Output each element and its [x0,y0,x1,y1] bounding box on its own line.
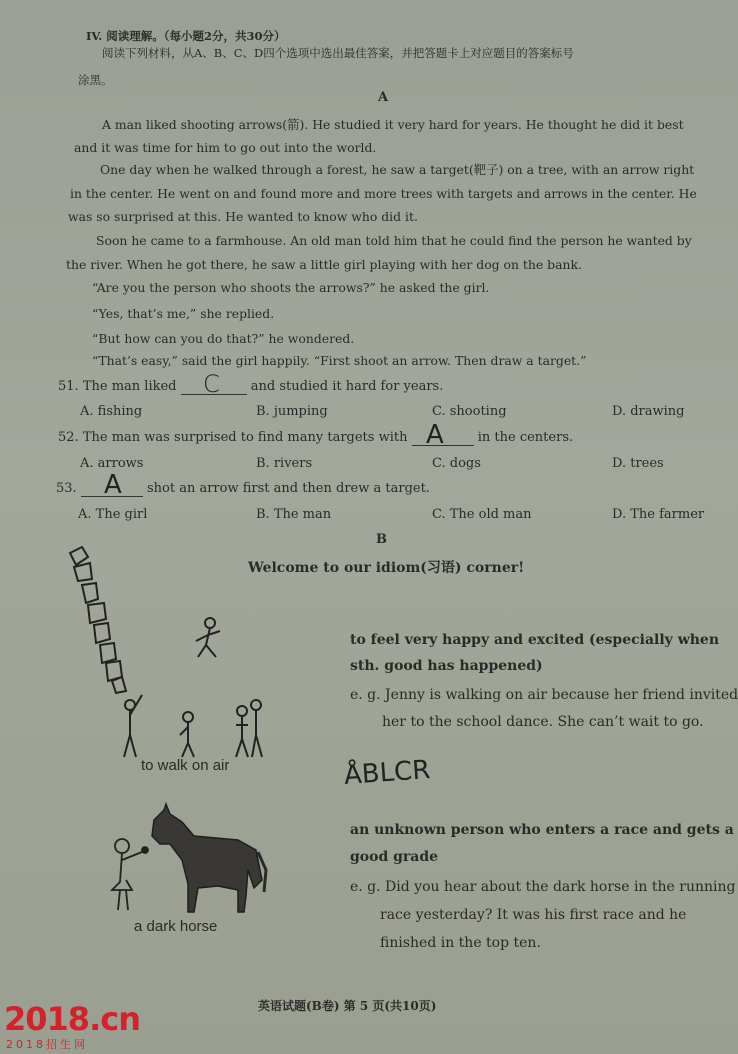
passage-a-line: “Yes, that’s me,” she replied. [92,306,275,321]
option-d: D. trees [612,456,664,471]
option-a: A. fishing [80,404,143,419]
handwritten-answer: A [104,470,122,500]
passage-a-line: A man liked shooting arrows(箭). He studied it very hard for years. He thought he did it best [102,117,684,132]
passage-a-line: the river. When he got there, he saw a little girl playing with her dog on the bank. [66,257,582,272]
idiom-definition: good grade [350,849,439,865]
option-a: A. The girl [78,507,148,522]
option-c: C. The old man [432,507,532,522]
passage-a-line: in the center. He went on and found more and more trees with targets and arrows in the center. He [70,186,697,201]
passage-a-line: and it was time for him to go out into the world. [74,140,377,155]
idiom-example: e. g. Jenny is walking on air because her friend invited [350,687,738,703]
walk-on-air-illustration [60,545,280,765]
idiom-definition: to feel very happy and excited (especially when [350,632,720,648]
handwritten-scribble: ÅBLCR [343,755,432,791]
passage-a-letter: A [378,90,389,105]
passage-b-letter: B [376,532,387,547]
option-d: D. drawing [612,404,685,419]
instruction-line-2: 涂黑。 [78,73,113,87]
question-number: 53. [56,481,77,496]
idiom-corner-title: Welcome to our idiom(习语) corner! [248,560,525,576]
option-c: C. dogs [432,456,481,471]
handwritten-answer: C [203,370,220,398]
question-number: 51. [58,379,79,394]
idiom-example: her to the school dance. She can’t wait to go. [382,714,704,730]
idiom-example: finished in the top ten. [380,935,541,951]
idiom-example: e. g. Did you hear about the dark horse in the running [350,879,736,895]
option-b: B. The man [256,507,332,522]
question-stem: shot an arrow first and then drew a target. [146,481,430,496]
handwritten-answer: A [426,420,444,450]
idiom-caption: a dark horse [134,918,218,935]
question-51 [58,379,443,395]
option-b: B. rivers [256,456,313,471]
question-stem: and studied it hard for years. [250,379,444,394]
idiom-definition: sth. good has happened) [350,658,543,674]
question-stem: The man was surprised to find many targets with [82,430,408,445]
passage-a-line: “Are you the person who shoots the arrows?” he asked the girl. [92,280,490,295]
question-stem: The man liked [82,379,177,394]
option-a: A. arrows [80,456,144,471]
question-stem: in the centers. [477,430,574,445]
watermark-subtitle: 2018招生网 [6,1038,88,1051]
idiom-example: race yesterday? It was his first race and he [380,907,687,923]
instruction-line-1: 阅读下列材料，从A、B、C、D四个选项中选出最佳答案，并把答题卡上对应题目的答案标号 [102,46,574,60]
option-c: C. shooting [432,404,507,419]
passage-a-line: Soon he came to a farmhouse. An old man told him that he could find the person he wanted by [96,233,692,248]
question-number: 52. [58,430,79,445]
dark-horse-illustration [98,800,268,920]
option-b: B. jumping [256,404,328,419]
page-footer: 英语试题(B卷) 第 5 页(共10页) [258,999,437,1013]
passage-a-line: was so surprised at this. He wanted to know who did it. [68,209,418,224]
idiom-caption: to walk on air [141,757,230,774]
passage-a-line: One day when he walked through a forest, he saw a target(靶子) on a tree, with an arrow right [100,162,695,177]
passage-a-line: “That’s easy,” said the girl happily. “First shoot an arrow. Then draw a target.” [92,353,587,368]
option-d: D. The farmer [612,507,705,522]
idiom-definition: an unknown person who enters a race and gets a [350,822,734,838]
question-52 [58,430,573,446]
watermark-logo: 2018.cn [4,1000,140,1038]
passage-a-line: “But how can you do that?” he wondered. [92,331,355,346]
section-heading: IV. 阅读理解。（每小题2分，共30分） [86,29,286,43]
